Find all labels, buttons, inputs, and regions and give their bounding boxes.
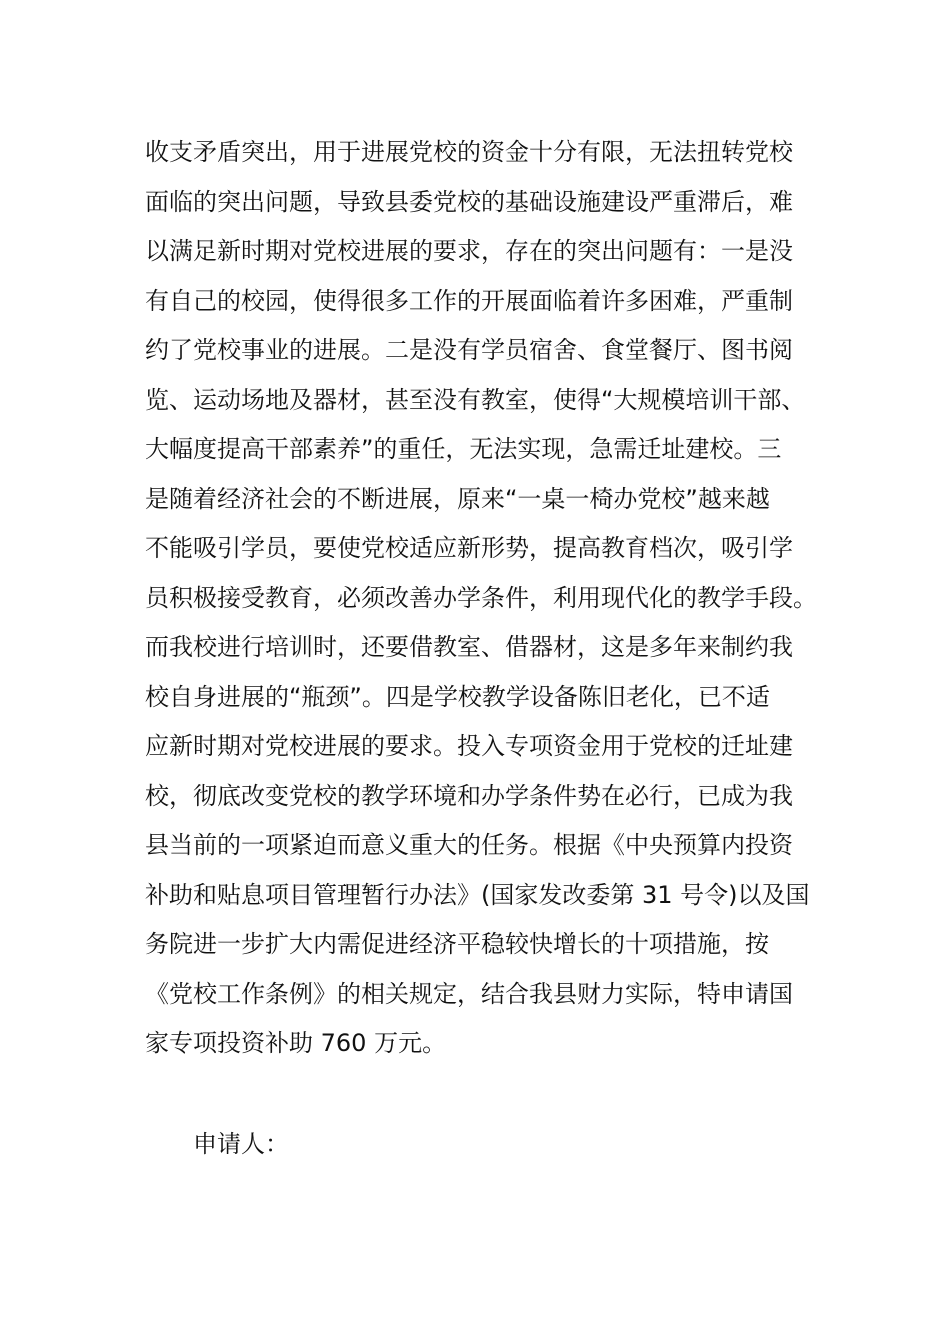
paragraph-line-9: 不能吸引学员，要使党校适应新形势，提高教育档次，吸引学 <box>145 534 793 562</box>
paragraph-line-14: 校，彻底改变党校的教学环境和办学条件势在必行，已成为我 <box>145 781 793 810</box>
paragraph-line-4: 有自己的校园，使得很多工作的开展面临着许多困难，严重制 <box>145 286 793 315</box>
paragraph-line-2: 面临的突出问题，导致县委党校的基础设施建设严重滞后，难 <box>145 187 793 216</box>
paragraph-line-11: 而我校进行培训时，还要借教室、借器材，这是多年来制约我 <box>145 633 793 661</box>
applicant-signature-label: 申请人： <box>193 1130 289 1158</box>
paragraph-line-18: 《党校工作条例》的相关规定，结合我县财力实际，特申请国 <box>145 979 793 1008</box>
paragraph-line-15: 县当前的一项紧迫而意义重大的任务。根据《中央预算内投资 <box>145 831 793 859</box>
paragraph-line-5: 约了党校事业的进展。二是没有学员宿舍、食堂餐厅、图书阅 <box>145 336 793 364</box>
paragraph-line-16: 补助和贴息项目管理暂行办法》(国家发改委第 31 号令)以及国 <box>145 880 810 909</box>
paragraph-line-13: 应新时期对党校进展的要求。投入专项资金用于党校的迁址建 <box>145 732 793 760</box>
paragraph-line-12: 校自身进展的“瓶颈”。四是学校教学设备陈旧老化，已不适 <box>145 682 770 711</box>
paragraph-line-1: 收支矛盾突出，用于进展党校的资金十分有限，无法扭转党校 <box>145 138 793 166</box>
paragraph-line-17: 务院进一步扩大内需促进经济平稳较快增长的十项措施，按 <box>145 930 769 958</box>
paragraph-line-3: 以满足新时期对党校进展的要求，存在的突出问题有：一是没 <box>145 237 793 265</box>
paragraph-line-10: 员积极接受教育，必须改善办学条件，利用现代化的教学手段。 <box>145 583 817 612</box>
paragraph-line-19: 家专项投资补助 760 万元。 <box>145 1029 447 1057</box>
paragraph-line-7: 大幅度提高干部素养”的重任，无法实现，急需迁址建校。三 <box>145 435 782 463</box>
body-paragraph <box>145 128 845 1069</box>
paragraph-line-6: 览、运动场地及器材，甚至没有教室，使得“大规模培训干部、 <box>145 385 806 414</box>
paragraph-line-8: 是随着经济社会的不断进展，原来“一桌一椅办党校”越来越 <box>145 484 770 513</box>
